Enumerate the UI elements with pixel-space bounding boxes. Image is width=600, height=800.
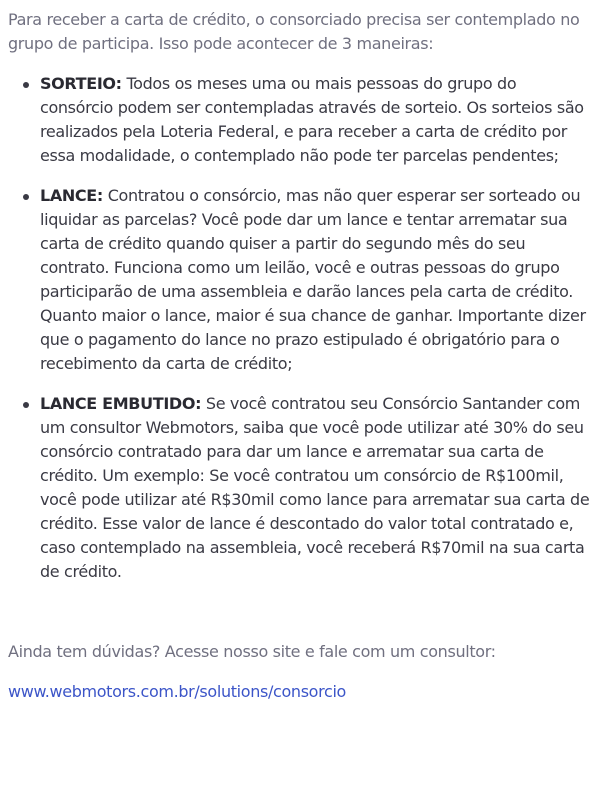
- method-title: LANCE:: [40, 186, 103, 205]
- contemplation-methods-list: [8, 72, 592, 584]
- method-description: Se você contratou seu Consórcio Santander com um consultor Webmotors, saiba que você pode utilizar até 30% do seu consórcio contratado para dar um lance e arrematar sua carta de crédito. Um exemplo: Se você contratou um consórcio de R$100mil, você pode utilizar até R$30mil como lance para arrematar sua carta de crédito. Esse valor de lance é descontado do valor total contratado e, caso contemplado na assembleia, você receberá R$70mil na sua carta de crédito.: [40, 394, 590, 581]
- bullet-icon: [23, 194, 29, 200]
- list-item-sorteio: [40, 72, 592, 168]
- bullet-icon: [23, 402, 29, 408]
- consorcio-site-link[interactable]: www.webmotors.com.br/solutions/consorcio: [8, 682, 346, 701]
- method-title: SORTEIO:: [40, 74, 122, 93]
- method-description: Contratou o consórcio, mas não quer esperar ser sorteado ou liquidar as parcelas? Você pode dar um lance e tentar arrematar sua carta de crédito quando quiser a partir do segundo mês do seu contrato. Funciona como um leilão, você e outras pessoas do grupo participarão de uma assembleia e darão lances pela carta de crédito. Quanto maior o lance, maior é sua chance de ganhar. Importante dizer que o pagamento do lance no prazo estipulado é obrigatório para o recebimento da carta de crédito;: [40, 186, 586, 373]
- method-description: Todos os meses uma ou mais pessoas do grupo do consórcio podem ser contempladas através de sorteio. Os sorteios são realizados pela Loteria Federal, e para receber a carta de crédito por essa modalidade, o contemplado não pode ter parcelas pendentes;: [40, 74, 584, 165]
- outro-paragraph: Ainda tem dúvidas? Acesse nosso site e fale com um consultor:: [8, 642, 496, 661]
- intro-paragraph: Para receber a carta de crédito, o consorciado precisa ser contemplado no grupo de participa. Isso pode acontecer de 3 maneiras:: [8, 10, 580, 53]
- spacer: [8, 600, 592, 640]
- list-item-lance-embutido: [40, 392, 592, 584]
- list-item-lance: [40, 184, 592, 376]
- method-title: LANCE EMBUTIDO:: [40, 394, 202, 413]
- bullet-icon: [23, 82, 29, 88]
